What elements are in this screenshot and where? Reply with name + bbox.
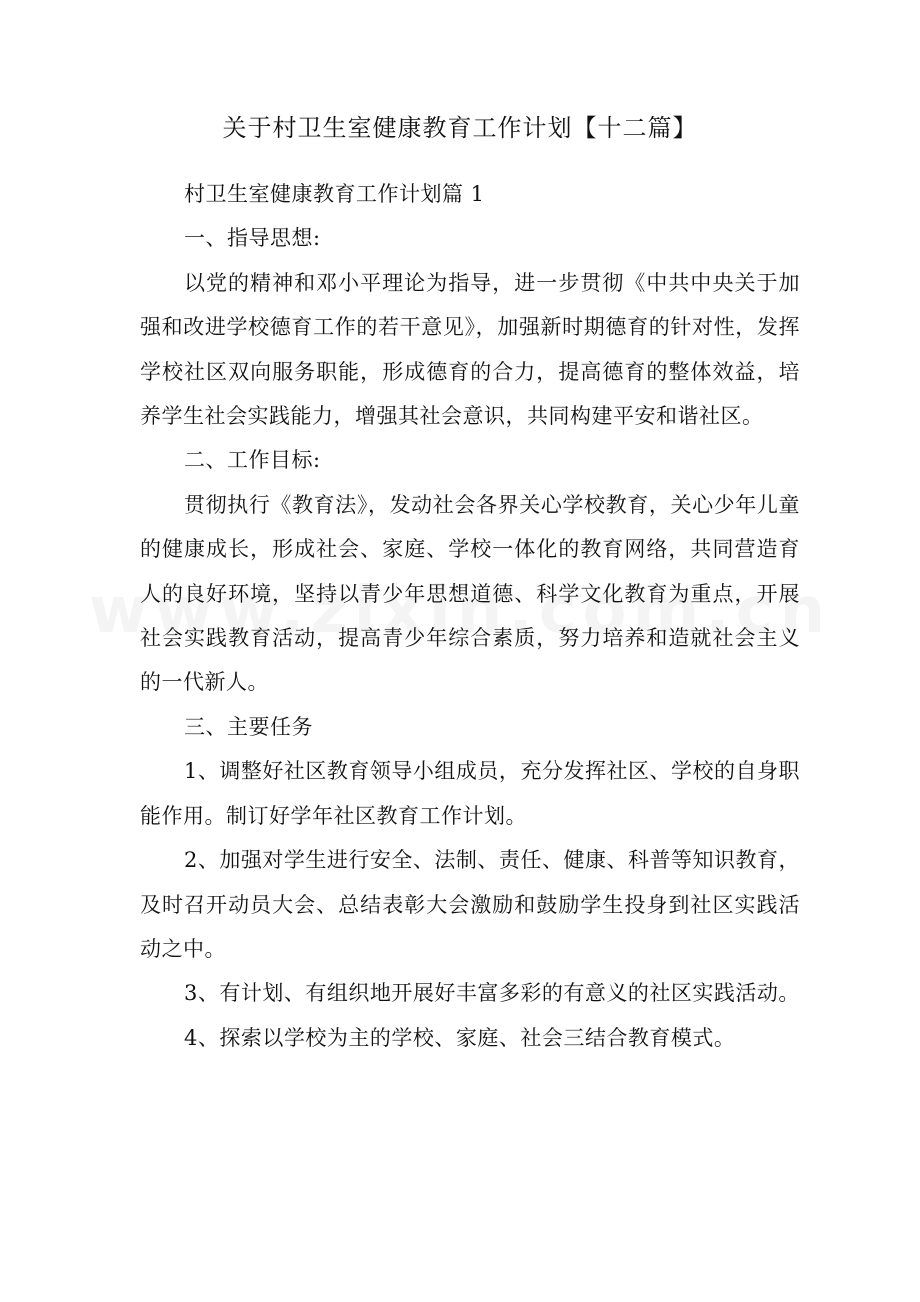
heading-guiding-ideology: 一、指导思想: xyxy=(184,226,321,251)
document-title: 关于村卫生室健康教育工作计划【十二篇】 xyxy=(222,114,698,142)
task-item-3: 3、有计划、有组织地开展好丰富多彩的有意义的社区实践活动。 xyxy=(184,981,800,1006)
task-item-2: 2、加强对学生进行安全、法制、责任、健康、科普等知识教育，及时召开动员大会、总结表彰大会激励和鼓励学生投身到社区实践活动之中。 xyxy=(140,848,800,961)
heading-work-goals: 二、工作目标: xyxy=(184,448,321,473)
task-item-1: 1、调整好社区教育领导小组成员，充分发挥社区、学校的自身职能作用。制订好学年社区教育工作计划。 xyxy=(140,759,800,828)
paragraph-guiding-ideology: 以党的精神和邓小平理论为指导，进一步贯彻《中共中央关于加强和改进学校德育工作的若干意见》，加强新时期德育的针对性，发挥学校社区双向服务职能，形成德育的合力，提高德育的整体效益，培养学生社会实践能力，增强其社会意识，共同构建平安和谐社区。 xyxy=(140,270,800,429)
task-item-4: 4、探索以学校为主的学校、家庭、社会三结合教育模式。 xyxy=(184,1025,736,1050)
document-body xyxy=(140,172,800,1060)
section-heading: 村卫生室健康教育工作计划篇 1 xyxy=(184,182,485,206)
paragraph-work-goals: 贯彻执行《教育法》，发动社会各界关心学校教育，关心少年儿童的健康成长，形成社会、家庭、学校一体化的教育网络，共同营造育人的良好环境，坚持以青少年思想道德、科学文化教育为重点，开展社会实践教育活动，提高青少年综合素质，努力培养和造就社会主义的一代新人。 xyxy=(140,492,800,695)
heading-main-tasks: 三、主要任务 xyxy=(184,714,313,739)
